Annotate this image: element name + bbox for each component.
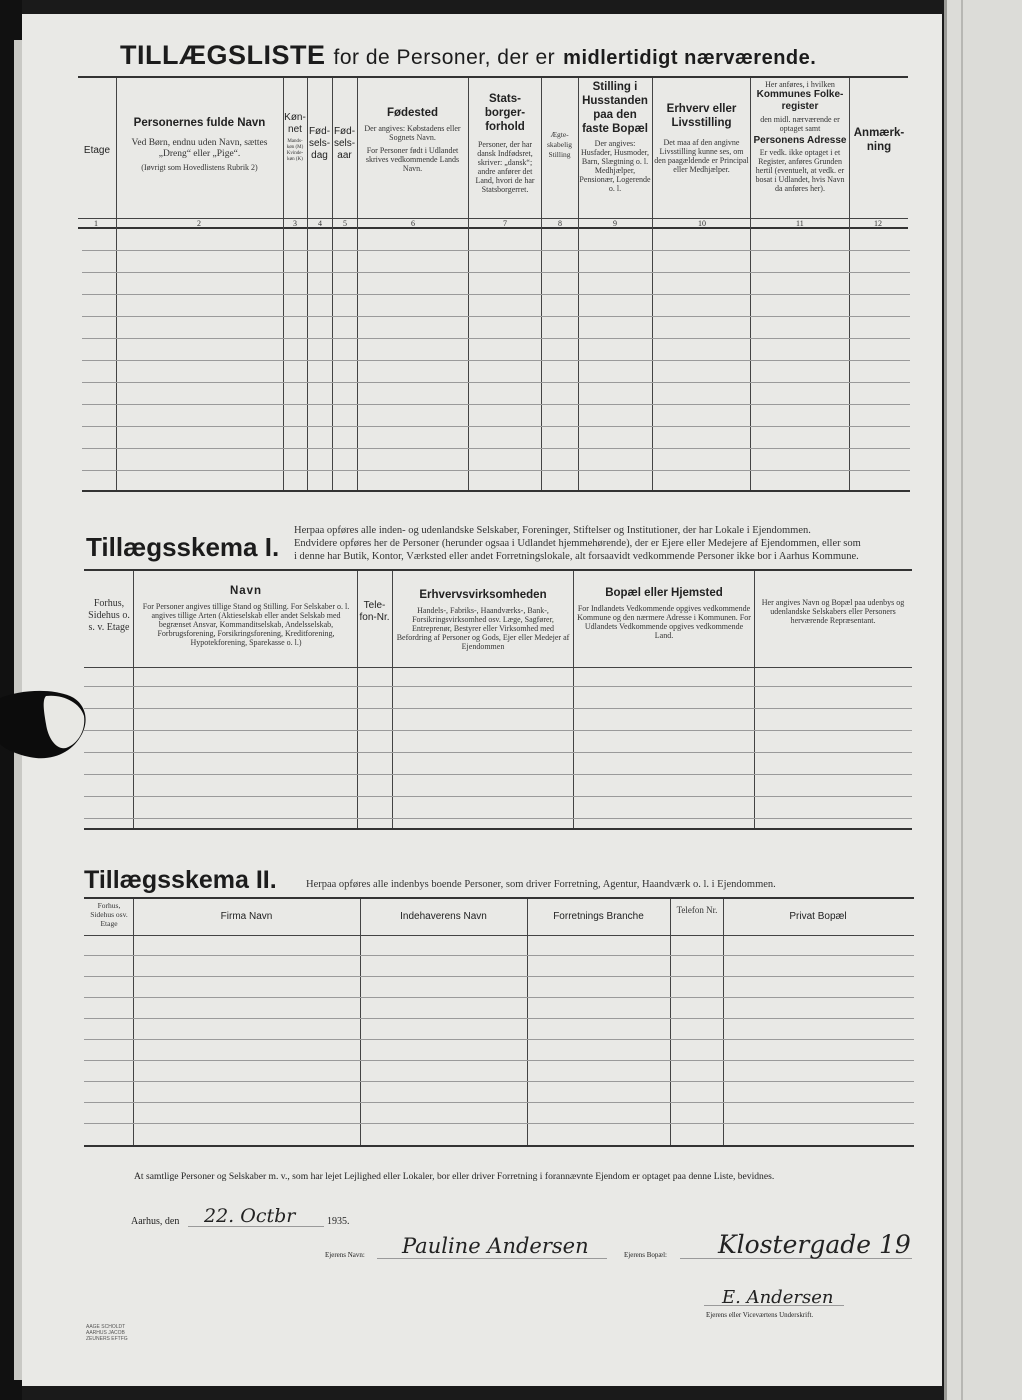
owner-name-label: Ejerens Navn: bbox=[325, 1251, 365, 1259]
main-title: TILLÆGSLISTE for de Personer, der er midlertidigt nærværende. bbox=[120, 40, 817, 70]
col-birthyear-head: Fød-sels-aar bbox=[333, 126, 356, 161]
skema2-note: Herpaa opføres alle indenbys boende Personer, som driver Forretning, Agentur, Haandværk o. l. i Ejendommen. bbox=[306, 879, 776, 890]
s1-col-telefon: Tele-fon-Nr. bbox=[359, 600, 390, 623]
table1-ruled-row bbox=[82, 338, 910, 339]
declaration-text: At samtlige Personer og Selskaber m. v., som har lejet Lejlighed eller Lokaler, bor eller driver Forretning i forannævnte Ejendom er optaget paa denne Liste, bevidnes. bbox=[134, 1171, 775, 1182]
skema2-ruled-row bbox=[84, 1102, 914, 1103]
table1-ruled-row bbox=[82, 404, 910, 405]
skema1-ruled-row bbox=[84, 752, 912, 753]
s1-col-navn: Navn For Personer angives tillige Stand og Stilling. For Selskaber o. l. angives tillige Arten (Aktieselskab eller andet Selskab med begrænset Ansvar, Kommanditselskab, Andelsselskab, Forbrugsforening, Forsikringsforening, Kreditforening, Hypotekforening, Sparekasse o. l.) bbox=[142, 585, 350, 647]
s2-col-privat: Privat Bopæl bbox=[789, 911, 847, 922]
skema2-ruled-row bbox=[84, 1081, 914, 1082]
skema2-ruled-row bbox=[84, 955, 914, 956]
skema2-ruled-row bbox=[84, 1060, 914, 1061]
col-occupation-head: Erhverv eller Livsstilling Det maa af den angivne Livsstilling kunne ses, om den paagældende er Principal eller Medhjælper. bbox=[654, 103, 749, 174]
table1-ruled-row bbox=[82, 426, 910, 427]
city-label: Aarhus, den bbox=[131, 1216, 180, 1227]
skema1-note-2: Endvidere opføres her de Personer (herunder ogsaa i Udlandet hjemmehørende), der er Ejere eller Medejere af Ejendommen, eller som bbox=[294, 538, 861, 549]
skema1-ruled-row bbox=[84, 774, 912, 775]
s2-col-firma: Firma Navn bbox=[220, 911, 273, 922]
table1-ruled-row bbox=[82, 360, 910, 361]
skema2-title: Tillægsskema II. bbox=[84, 866, 277, 894]
owner-name: Pauline Andersen bbox=[402, 1234, 589, 1258]
col-remarks-head: Anmærk-ning bbox=[853, 127, 905, 153]
skema1-note-3: i denne har Butik, Kontor, Værksted eller andet Forretningslokale, alt forsaavidt vedkommende Personer ikke bor i Aarhus Kommune. bbox=[294, 551, 859, 562]
col-etage-head: Etage bbox=[83, 145, 111, 156]
col-marital-head: Ægte-skabelig Stilling bbox=[547, 130, 572, 159]
s1-col-etage: Forhus, Sidehus o. s. v. Etage bbox=[88, 598, 130, 633]
skema2-ruled-row bbox=[84, 1018, 914, 1019]
skema2-ruled-row bbox=[84, 1039, 914, 1040]
printer-mark: AAGE SCHOLDT AARHUS JACOB ZEUNERS EFTFG bbox=[86, 1324, 128, 1342]
signature: E. Andersen bbox=[722, 1287, 834, 1308]
skema1-note-1: Herpaa opføres alle inden- og udenlandske Selskaber, Foreninger, Stiftelser og Institutioner, der har Lokale i Ejendommen. bbox=[294, 525, 811, 536]
skema1-ruled-row bbox=[84, 818, 912, 819]
skema1-ruled-row bbox=[84, 730, 912, 731]
skema1-ruled-row bbox=[84, 708, 912, 709]
skema1-ruled-row bbox=[84, 796, 912, 797]
col-household-head: Stilling i Husstanden paa den faste Bopæl Der angives: Husfader, Husmoder, Barn, Slægtning o. l. Medhjælper, Pensionær, Logerende o. l. bbox=[579, 81, 651, 193]
owner-address-label: Ejerens Bopæl: bbox=[624, 1251, 667, 1259]
s2-col-indehaver: Indehaverens Navn bbox=[400, 911, 487, 922]
col-sex-head: Køn-net Mands-køn (M) Kvinde-køn (K) bbox=[284, 112, 306, 162]
skema2-ruled-row bbox=[84, 997, 914, 998]
col-birthplace-head: Fødested Der angives: Købstadens eller Sognets Navn. For Personer født i Udlandet skrives vedkommende Lands Navn. bbox=[364, 107, 461, 173]
table1-ruled-row bbox=[82, 250, 910, 251]
s1-col-repr: Her angives Navn og Bopæl paa udenbys og udenlandske Selskabers eller Personers herværende Repræsentant. bbox=[761, 598, 905, 625]
col-birthday-head: Fød-sels-dag bbox=[308, 126, 331, 161]
col-name-head: Personernes fulde Navn Ved Børn, endnu uden Navn, sættes „Dreng“ eller „Pige“. (Iøvrigt som Hovedlistens Rubrik 2) bbox=[131, 117, 268, 172]
s2-col-telefon: Telefon Nr. bbox=[676, 905, 718, 915]
col-register-head: Her anføres, i hvilken Kommunes Folke-register den midl. nærværende er optaget samt Personens Adresse Er vedk. ikke optaget i et Register, anføres Grunden hertil (eventuelt, at vedk. er bosat i Udlandet, hvis Navn da anføres her). bbox=[753, 80, 847, 193]
s1-col-bopael: Bopæl eller Hjemsted For Indlandets Vedkommende opgives vedkommende Kommune og den nærmere Adresse i Kommunen. For Udlandets Vedkommende opgives vedkommende Land. bbox=[577, 587, 751, 640]
skema2-ruled-row bbox=[84, 976, 914, 977]
s1-col-erhverv: Erhvervsvirksomheden Handels-, Fabriks-, Haandværks-, Bank-, Forsikringsvirksomhed osv. Læge, Sagfører, Entreprenør, Bestyrer eller Virksomhed med Befordring af Personer og Gods, Ejer eller Medejer af Ejendommen bbox=[396, 589, 570, 651]
table1-ruled-row bbox=[82, 448, 910, 449]
skema1-ruled-row bbox=[84, 686, 912, 687]
table1-ruled-row bbox=[82, 316, 910, 317]
table1-ruled-row bbox=[82, 382, 910, 383]
table1-ruled-row bbox=[82, 470, 910, 471]
skema1-title: Tillægsskema I. bbox=[86, 532, 280, 562]
year-label: 1935. bbox=[327, 1216, 350, 1227]
s2-col-etage: Forhus, Sidehus osv. Etage bbox=[90, 901, 128, 928]
right-page-edge bbox=[944, 0, 1022, 1400]
owner-address: Klostergade 19 bbox=[718, 1230, 911, 1259]
table1-ruled-row bbox=[82, 294, 910, 295]
table1-ruled-row bbox=[82, 272, 910, 273]
date-handwritten: 22. Octbr bbox=[204, 1205, 296, 1227]
col-citizenship-head: Stats-borger-forhold Personer, der har dansk Indfødsret, skriver: „dansk“; andre anfører det Land, hvori de har Statsborgerret. bbox=[475, 93, 535, 194]
s2-col-branche: Forretnings Branche bbox=[553, 911, 644, 922]
signature-label: Ejerens eller Viceværtens Underskrift. bbox=[706, 1311, 814, 1319]
skema2-ruled-row bbox=[84, 1123, 914, 1124]
thumb-photo-artifact bbox=[0, 690, 88, 762]
